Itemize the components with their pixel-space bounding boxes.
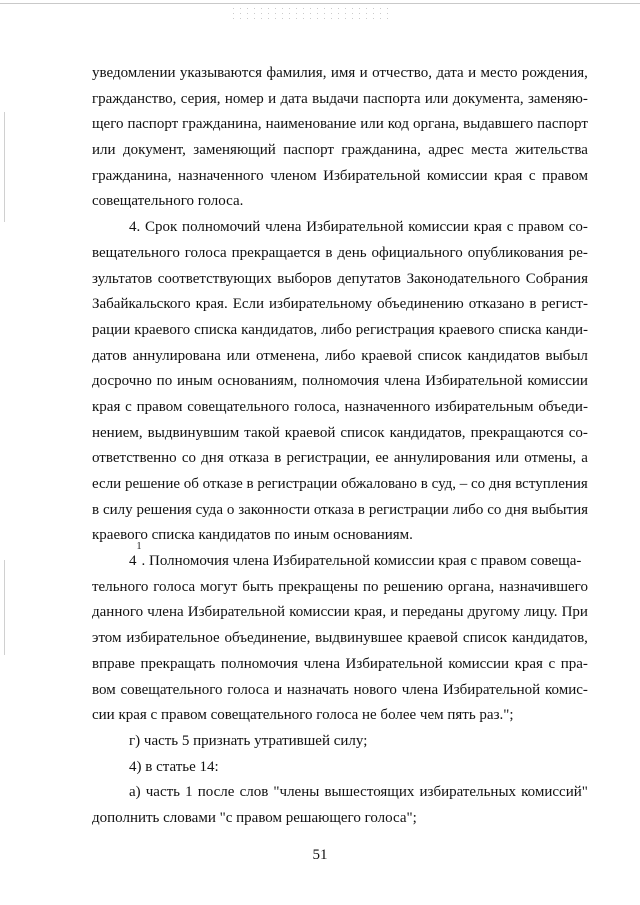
word: или (92, 142, 116, 159)
word: дня (505, 501, 528, 518)
word: день (337, 244, 367, 261)
word: регистрации (368, 501, 449, 518)
text-line (92, 678, 588, 704)
word: Если (232, 296, 265, 313)
word: и (359, 65, 368, 81)
word: члена (384, 373, 421, 390)
word: избирательному (269, 296, 373, 313)
word: выборов (277, 270, 332, 287)
word: комиссии (527, 373, 588, 390)
word: места (471, 142, 508, 159)
text-run: сии края с правом совещательного голоса не более чем пять раз."; (92, 707, 514, 724)
word: решение (124, 476, 181, 492)
word: прекращать (140, 655, 216, 672)
word: а) (129, 784, 141, 801)
text-line (92, 755, 588, 781)
word: вещательного (92, 244, 180, 261)
word: переданы (402, 604, 464, 621)
word: могут (200, 578, 238, 595)
word: нением, (92, 424, 143, 441)
word: края. (195, 296, 228, 313)
word: назначать (286, 681, 349, 698)
word: объединение, (224, 630, 311, 647)
word: основаниям, (217, 373, 298, 390)
text-run: краевого списка кандидатов по иным основаниям. (92, 527, 413, 544)
word: список (417, 347, 462, 364)
word: гражданина, (341, 142, 421, 159)
word: выдачи (312, 90, 359, 107)
word: с (528, 167, 536, 184)
text-line (92, 806, 588, 832)
word: указываются (179, 65, 262, 81)
word: – (459, 476, 468, 492)
word: совещательного (120, 681, 223, 698)
word: в (420, 476, 428, 492)
word: место (480, 65, 518, 81)
word: такой (244, 424, 280, 441)
word: со- (568, 219, 588, 236)
word: гражданина, (92, 167, 172, 184)
word: заменяю- (528, 90, 588, 107)
word: регистрация (355, 321, 435, 338)
text-line (92, 652, 588, 678)
document-body (92, 61, 588, 832)
word: быть (242, 578, 274, 595)
word: Собрания (525, 270, 588, 287)
word: вом (92, 681, 116, 698)
word: Избирательной (442, 681, 541, 698)
word: данного (92, 604, 144, 621)
word: "члены (273, 784, 320, 801)
page-number: 51 (312, 847, 328, 863)
word: выдвинувшее (315, 630, 403, 647)
word: с (125, 398, 132, 415)
para-4-1-superscript: 1 (136, 541, 142, 553)
word: правом (518, 219, 565, 236)
word: комиссии (408, 219, 469, 236)
word: гражданство, (92, 90, 177, 107)
word: голоса (227, 681, 270, 698)
word: списка (498, 321, 542, 338)
word: выбытия (531, 501, 588, 518)
word: или (360, 116, 384, 133)
word: со (487, 501, 502, 518)
word: список (462, 630, 508, 647)
word: дня (488, 476, 512, 492)
word: прекращаются (470, 424, 564, 441)
word: депутатов (337, 270, 402, 287)
text-line (92, 626, 588, 652)
paragraph-block-main (92, 61, 588, 549)
word: отказа (313, 501, 355, 518)
word: досрочно (92, 373, 152, 390)
word: избирательных (419, 784, 517, 801)
word: органа, (412, 116, 460, 133)
text-line (92, 575, 588, 601)
word: а (581, 450, 588, 467)
word: или (495, 450, 520, 467)
word: полномочий (182, 219, 261, 236)
margin-scan-mark (4, 560, 5, 655)
word: комиссии (289, 604, 350, 621)
text-line (92, 729, 588, 755)
word: после (197, 784, 235, 801)
word: дня (201, 450, 224, 467)
word: ре- (568, 244, 588, 261)
word: комиссии (426, 167, 488, 184)
word: с (506, 219, 514, 236)
word: Избирательной (323, 167, 421, 184)
word: либо (324, 347, 356, 364)
word: кандидатов, (511, 630, 588, 647)
word: краевого (438, 321, 495, 338)
word: решению (383, 578, 444, 595)
text-line (92, 61, 588, 87)
word: Избирательной (425, 373, 523, 390)
word: полномочия (220, 655, 299, 672)
word: члена (401, 681, 439, 698)
word: 1 (185, 784, 193, 801)
word: паспорт (127, 116, 179, 133)
word: суд, (431, 476, 457, 492)
text-line (92, 164, 588, 190)
word: суда (195, 501, 223, 518)
word: паспорт (537, 116, 588, 133)
word: об (183, 476, 199, 492)
word: заменяющий (193, 142, 276, 159)
word: дата (280, 90, 308, 107)
text-line (92, 703, 588, 729)
word: отказано (468, 296, 525, 313)
word: органа, (447, 578, 495, 595)
word: и (468, 65, 477, 81)
text-line (92, 498, 588, 524)
text-line (92, 446, 588, 472)
text-line (92, 292, 588, 318)
word: Законодательного (406, 270, 521, 287)
text-line (92, 369, 588, 395)
word: либо (321, 321, 352, 338)
word: серия, (180, 90, 221, 107)
word: краевой (361, 347, 412, 364)
word: Избирательной (345, 655, 443, 672)
word: со (470, 476, 486, 492)
word: фамилия, (266, 65, 327, 81)
word: если (92, 476, 122, 492)
word: в (357, 501, 365, 518)
text-line (92, 87, 588, 113)
word: силу (102, 501, 133, 518)
word: регист- (541, 296, 588, 313)
word: отменена, (255, 347, 320, 364)
word: члена (147, 604, 184, 621)
text-line (92, 780, 588, 806)
para-4-1-first-text: . Полномочия члена Избирательной комиссии края с правом совеща- (141, 553, 582, 570)
word: вышестоящих (324, 784, 415, 801)
paragraph-4-1-body (92, 575, 588, 729)
word: паспорт (283, 142, 334, 159)
word: либо (452, 501, 484, 518)
word: официального (371, 244, 463, 261)
word: правом (136, 398, 183, 415)
word: паспорта (362, 90, 421, 107)
word: со (181, 450, 196, 467)
word: края (514, 655, 543, 672)
word: дата (436, 65, 464, 81)
word: прекращены (278, 578, 359, 595)
word: в (92, 501, 100, 518)
word: список (340, 424, 385, 441)
word: иным (177, 373, 213, 390)
word: соответствующих (157, 270, 272, 287)
word: в (246, 476, 254, 492)
word: выбыл (545, 347, 588, 364)
word: пра- (560, 655, 588, 672)
word: При (561, 604, 588, 621)
word: или (424, 90, 449, 107)
word: ответственно (92, 450, 177, 467)
word: избирательное (126, 630, 220, 647)
word: документа, (452, 90, 524, 107)
word: комиссии (448, 655, 510, 672)
word: слов (239, 784, 269, 801)
word: вправе (92, 655, 135, 672)
word: края (473, 219, 502, 236)
word: в (325, 244, 333, 261)
word: края (92, 398, 121, 415)
word: члена (265, 219, 302, 236)
word: края, (353, 604, 387, 621)
word: члена (303, 655, 340, 672)
word: имя (330, 65, 356, 81)
word: адрес (428, 142, 464, 159)
word: решения (136, 501, 192, 518)
word: регистрации (257, 476, 338, 492)
word: отмены, (524, 450, 577, 467)
text-line (92, 395, 588, 421)
word: гражданина, (182, 116, 262, 133)
word: о (226, 501, 235, 518)
word: отказа (228, 450, 270, 467)
text-line (92, 215, 588, 241)
word: со- (568, 424, 588, 441)
text-line (92, 189, 588, 215)
word: зультатов (92, 270, 153, 287)
word: объеди- (538, 398, 588, 415)
word: с (548, 655, 556, 672)
word: опубликования (467, 244, 564, 261)
word: полномочия (302, 373, 380, 390)
word: прекращается (231, 244, 321, 261)
word: аннулирования (393, 450, 491, 467)
word: рождения, (521, 65, 588, 81)
word: голоса, (294, 398, 340, 415)
word: документ, (122, 142, 186, 159)
word: краевой (407, 630, 459, 647)
word: в (274, 450, 282, 467)
word: лицу. (524, 604, 558, 621)
word: правом (542, 167, 588, 184)
word: Избирательной (306, 219, 404, 236)
word: часть (145, 784, 181, 801)
word: кандидатов, (389, 424, 466, 441)
word: 4. (129, 219, 141, 236)
word: назначенного (177, 167, 264, 184)
word: в (529, 296, 537, 313)
word: краевого (134, 321, 191, 338)
word: и (268, 90, 277, 107)
word: наименование (265, 116, 357, 133)
word: голоса (153, 578, 196, 595)
word: или (226, 347, 251, 364)
text-line (92, 472, 588, 498)
text-line (92, 344, 588, 370)
text-run: совещательного голоса. (92, 193, 244, 210)
word: датов (92, 347, 127, 364)
word: края (494, 167, 523, 184)
para-4-1-number: 4 (129, 553, 137, 570)
text-run: г) часть 5 признать утратившей силу; (129, 732, 368, 749)
word: по (363, 578, 379, 595)
text-run: дополнить словами "с правом решающего голоса"; (92, 809, 417, 826)
scan-edge-line (0, 3, 640, 4)
word: нового (353, 681, 397, 698)
word: аннулирована (132, 347, 221, 364)
word: ее (375, 450, 389, 467)
word: обжаловано (341, 476, 418, 492)
word: и (274, 681, 283, 698)
word: вступления (515, 476, 588, 492)
word: отказе (202, 476, 243, 492)
word: Забайкальского (92, 296, 191, 313)
word: списка (194, 321, 238, 338)
word: код (387, 116, 409, 133)
word: кандидатов (467, 347, 540, 364)
text-line (92, 318, 588, 344)
word: избирательным (435, 398, 534, 415)
text-line (92, 138, 588, 164)
text-line (92, 600, 588, 626)
word: назначенного (344, 398, 431, 415)
text-line (92, 112, 588, 138)
margin-scan-mark (4, 112, 5, 222)
word: по (156, 373, 173, 390)
text-line (92, 267, 588, 293)
word: отчество, (372, 65, 432, 81)
word: рации (92, 321, 131, 338)
word: комис- (545, 681, 588, 698)
word: комиссий" (521, 784, 588, 801)
text-line (92, 523, 588, 549)
word: другому (467, 604, 521, 621)
word: совещательного (187, 398, 290, 415)
text-run: 4) в статье 14: (129, 758, 219, 775)
word: назначившего (499, 578, 588, 595)
word: Избирательной (187, 604, 286, 621)
word: жительства (515, 142, 588, 159)
word: этом (92, 630, 122, 647)
word: краевой (284, 424, 336, 441)
word: канди- (545, 321, 588, 338)
text-line (92, 421, 588, 447)
word: тельного (92, 578, 149, 595)
word: и (390, 604, 399, 621)
word: регистрации, (286, 450, 371, 467)
word: объединению (377, 296, 464, 313)
word: голоса (184, 244, 227, 261)
word: членом (270, 167, 317, 184)
paragraph-tail (92, 729, 588, 832)
paragraph-4-1-first-line (92, 541, 588, 575)
word: уведомлении (92, 65, 176, 81)
scan-noise (230, 6, 390, 20)
word: выдавшего (463, 116, 534, 133)
word: щего (92, 116, 124, 133)
word: кандидатов, (241, 321, 318, 338)
text-line (92, 241, 588, 267)
word: законности (238, 501, 310, 518)
word: Срок (145, 219, 178, 236)
word: выдвинувшим (147, 424, 240, 441)
word: номер (224, 90, 264, 107)
